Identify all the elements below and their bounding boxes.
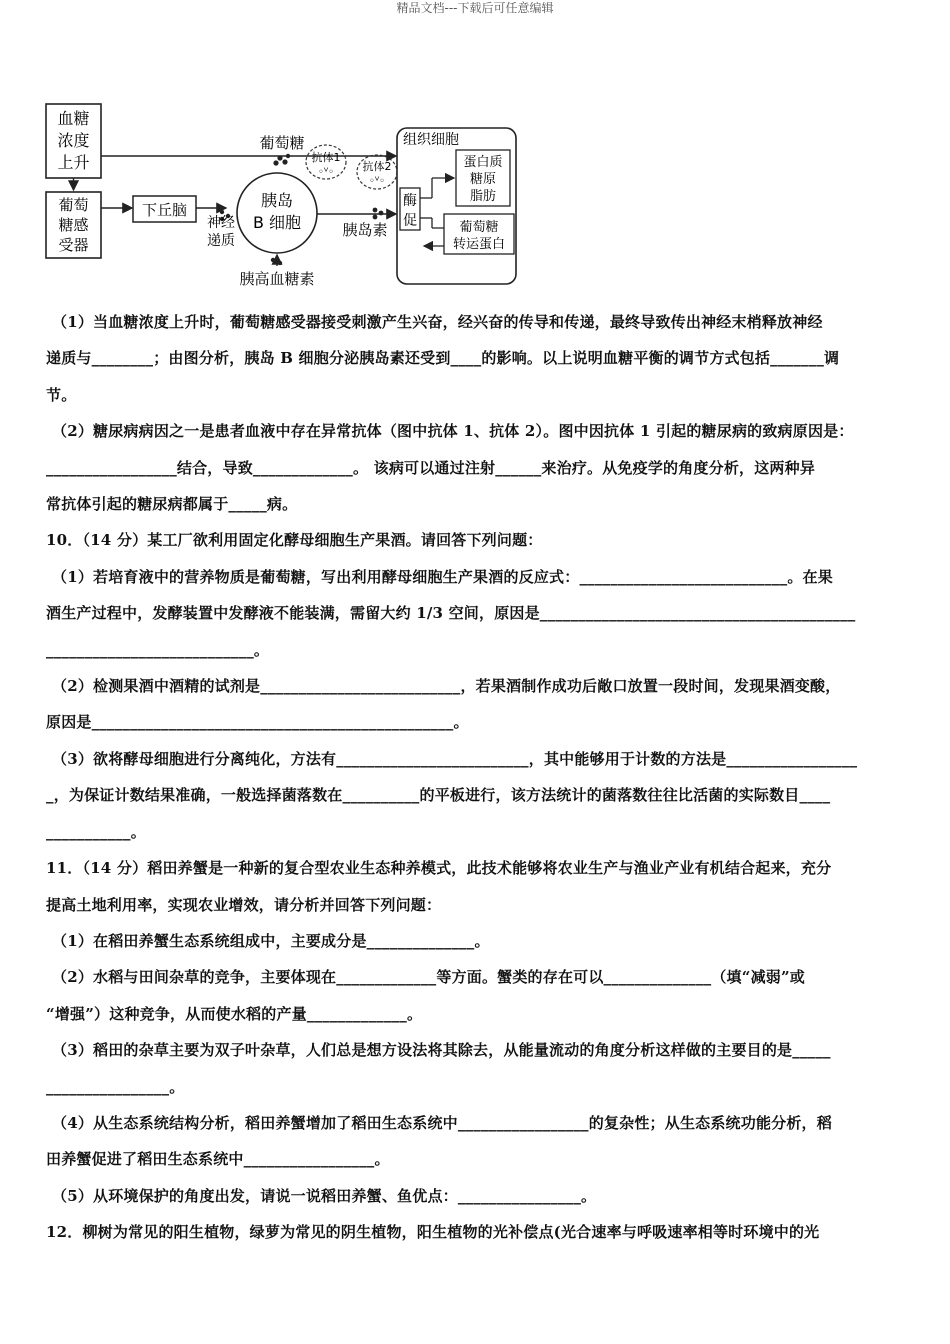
text-line: （1）若培育液中的营养物质是葡萄糖，写出利用酵母细胞生产果酒的反应式：___________________________。在果 — [52, 567, 833, 586]
text-line: ___________________________。 — [46, 640, 270, 659]
text-line: _，为保证计数结果准确，一般选择菌落数在__________的平板进行，该方法统计的菌落数往往比活菌的实际数目____ — [46, 786, 831, 805]
text-line: ___________。 — [46, 822, 146, 841]
antibody2-label: 抗体2 — [362, 160, 392, 173]
box-blood-line3: 上升 — [57, 153, 90, 172]
text-line: “增强”）这种竞争，从而使水稻的产量_____________。 — [46, 1004, 423, 1023]
islet-line1: 胰岛 — [260, 191, 294, 210]
box-blood-line2: 浓度 — [57, 131, 90, 150]
neurotransmitter-line2: 递质 — [207, 233, 235, 249]
text-line: （2）检测果酒中酒精的试剂是__________________________，若果酒制作成功后敞口放置一段时间，发现果酒变酸， — [52, 677, 841, 696]
receptor-line-b: 促 — [403, 213, 417, 229]
antibody1-icon: ◦ⱽ◦ — [317, 167, 335, 178]
neurotransmitter-line1: 神经 — [207, 215, 235, 231]
text-line: （1）当血糖浓度上升时，葡萄糖感受器接受刺激产生兴奋，经兴奋的传导和传递，最终导致传出神经末梢释放神经 — [52, 313, 823, 331]
islet-line2: B 细胞 — [252, 213, 302, 232]
text-line: 酒生产过程中，发酵装置中发酵液不能装满，需留大约 1/3 空间，原因是_________________________________________ — [46, 604, 856, 623]
text-line: 递质与________；由图分析，胰岛 B 细胞分泌胰岛素还受到____的影响。以上说明血糖平衡的调节方式包括_______调 — [46, 349, 840, 368]
text-line: （4）从生态系统结构分析，稻田养蟹增加了稻田生态系统中_________________的复杂性；从生态系统功能分析，稻 — [52, 1113, 832, 1132]
text-line: _________________结合，导致_____________。 该病可以通过注射______来治疗。从免疫学的角度分析，这两种异 — [46, 458, 816, 477]
text-line: （5）从环境保护的角度出发，请说一说稻田养蟹、鱼优点：________________。 — [52, 1186, 597, 1205]
hypothalamus-label: 下丘脑 — [141, 201, 188, 219]
transporter-line2: 转运蛋白 — [452, 237, 506, 252]
products-line2: 糖原 — [469, 172, 497, 187]
text-line: （2）水稻与田间杂草的竞争，主要体现在_____________等方面。蟹类的存在可以______________（填“减弱”或 — [52, 968, 805, 987]
receptor-line-a: 酶 — [403, 193, 417, 209]
text-line: 节。 — [46, 385, 77, 404]
glucagon-label: 胰高血糖素 — [239, 270, 315, 288]
text-line: 常抗体引起的糖尿病都属于_____病。 — [46, 495, 298, 514]
receptor-line3: 受器 — [58, 236, 89, 254]
text-line: 11．（14 分）稻田养蟹是一种新的复合型农业生态种养模式，此技术能够将农业生产与渔业产业有机结合起来，充分 — [46, 859, 832, 878]
text-line: （3）欲将酵母细胞进行分离纯化，方法有_________________________，其中能够用于计数的方法是_________________ — [52, 749, 858, 768]
text-line: 12．柳树为常见的阳生植物，绿萝为常见的阴生植物，阳生植物的光补偿点(光合速率与呼吸速率相等时环境中的光 — [46, 1223, 820, 1242]
antibody2-icon: ◦ⱽ◦ — [368, 176, 386, 187]
text-line: 10．（14 分）某工厂欲利用固定化酵母细胞生产果酒。请回答下列问题： — [46, 531, 543, 550]
receptor-line2: 糖感 — [58, 216, 89, 234]
glucose-label: 葡萄糖 — [259, 134, 305, 152]
diagram-svg — [44, 98, 520, 294]
text-line: （2）糖尿病病因之一是患者血液中存在异常抗体（图中抗体 1、抗体 2）。图中因抗体 1 引起的糖尿病的致病原因是： — [52, 422, 854, 441]
products-line3: 脂肪 — [469, 189, 497, 204]
receptor-line1: 葡萄 — [58, 196, 89, 214]
text-line: 提高土地利用率，实现农业增效，请分析并回答下列问题： — [46, 895, 442, 914]
text-line: ________________。 — [46, 1077, 185, 1096]
blood-glucose-regulation-diagram — [44, 98, 520, 294]
tissue-label: 组织细胞 — [403, 132, 459, 148]
antibody1-label: 抗体1 — [311, 151, 341, 164]
text-line: （1）在稻田养蟹生态系统组成中，主要成分是______________。 — [52, 931, 490, 950]
transporter-line1: 葡萄糖 — [459, 220, 499, 235]
page-header: 精品文档---下载后可任意编辑 — [396, 1, 554, 15]
text-line: 田养蟹促进了稻田生态系统中_________________。 — [46, 1150, 390, 1169]
insulin-label: 胰岛素 — [342, 221, 388, 239]
text-line: 原因是_______________________________________________。 — [46, 713, 469, 732]
products-line1: 蛋白质 — [463, 155, 503, 170]
box-blood-line1: 血糖 — [57, 109, 90, 128]
question-text — [46, 304, 908, 1251]
text-line: （3）稻田的杂草主要为双子叶杂草，人们总是想方设法将其除去，从能量流动的角度分析这样做的主要目的是_____ — [52, 1041, 831, 1060]
